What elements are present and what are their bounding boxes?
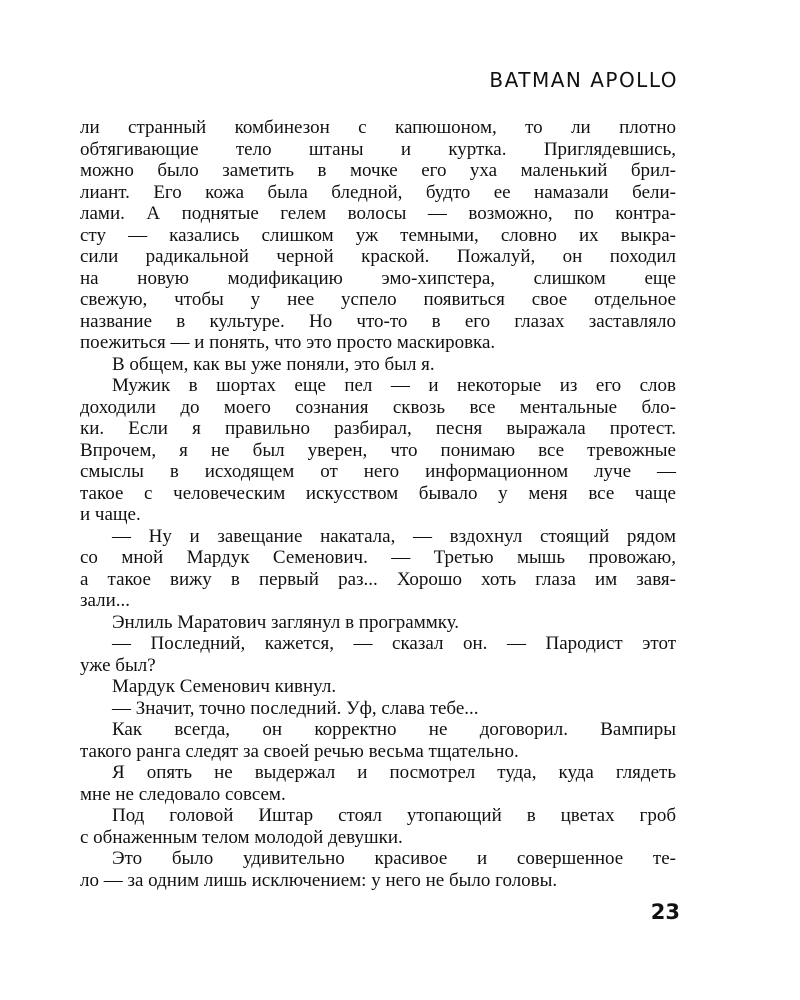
text-line: лиант. Его кожа была бледной, будто ее намазали бели-	[80, 181, 676, 203]
paragraph-start-line: Я опять не выдержал и посмотрел туда, куда глядеть	[112, 762, 676, 783]
text-line: обтягивающие тело штаны и куртка. Приглядевшись,	[80, 138, 676, 160]
text-line: с обнаженным телом молодой девушки.	[80, 826, 403, 848]
text-line: лами. А поднятые гелем волосы — возможно, по контра-	[80, 203, 676, 224]
text-line: зали...	[80, 590, 131, 611]
paragraph-start-line: В общем, как вы уже поняли, это был я.	[112, 353, 435, 375]
paragraph-start-line: — Значит, точно последний. Уф, слава тебе...	[112, 697, 479, 719]
text-line: со мной Мардук Семенович. — Третью мышь провожаю,	[80, 547, 676, 568]
text-line: можно было заметить в мочке его уха маленький брил-	[80, 160, 676, 181]
paragraph-start-line: — Ну и завещание накатала, — вздохнул стоящий рядом	[112, 525, 676, 547]
text-line: мне не следовало совсем.	[80, 783, 286, 805]
text-line: сили радикальной черной краской. Пожалуй, он походил	[80, 246, 676, 267]
running-head-title: BATMAN APOLLO	[489, 68, 678, 92]
text-line: смыслы в исходящем от него информационном луче —	[80, 461, 676, 482]
text-line: поежиться — и понять, что это просто маскировка.	[80, 332, 496, 353]
text-line: уже был?	[80, 654, 156, 676]
text-line: Впрочем, я не был уверен, что понимаю все тревожные	[80, 439, 676, 461]
text-line: ли странный комбинезон с капюшоном, то ли плотно	[80, 117, 676, 138]
paragraph-start-line: Мардук Семенович кивнул.	[112, 676, 337, 697]
paragraph-start-line: — Последний, кажется, — сказал он. — Пародист этот	[112, 633, 676, 654]
text-line: сту — казались слишком уж темными, словно их выкра-	[80, 224, 676, 246]
text-line: название в культуре. Но что-то в его глазах заставляло	[80, 310, 676, 332]
text-line: а такое вижу в первый раз... Хорошо хоть глаза им завя-	[80, 568, 676, 590]
page-number: 23	[650, 900, 680, 924]
text-line: такое с человеческим искусством бывало у меня все чаще	[80, 482, 676, 504]
text-line: на новую модификацию эмо-хипстера, слишком еще	[80, 267, 676, 289]
paragraph-start-line: Это было удивительно красивое и совершенное те-	[112, 848, 676, 869]
text-line: и чаще.	[80, 504, 141, 525]
text-line: такого ранга следят за своей речью весьма тщательно.	[80, 740, 519, 762]
paragraph-start-line: Энлиль Маратович заглянул в программку.	[112, 611, 460, 633]
paragraph-start-line: Мужик в шортах еще пел — и некоторые из его слов	[112, 375, 676, 396]
page-body-text	[80, 117, 676, 891]
text-line: ло — за одним лишь исключением: у него не было головы.	[80, 869, 558, 891]
text-line: доходили до моего сознания сквозь все ментальные бло-	[80, 396, 676, 418]
paragraph-start-line: Как всегда, он корректно не договорил. Вампиры	[112, 719, 676, 740]
paragraph-start-line: Под головой Иштар стоял утопающий в цветах гроб	[112, 805, 676, 826]
text-line: свежую, чтобы у нее успело появиться свое отдельное	[80, 289, 676, 310]
text-line: ки. Если я правильно разбирал, песня выражала протест.	[80, 418, 676, 439]
